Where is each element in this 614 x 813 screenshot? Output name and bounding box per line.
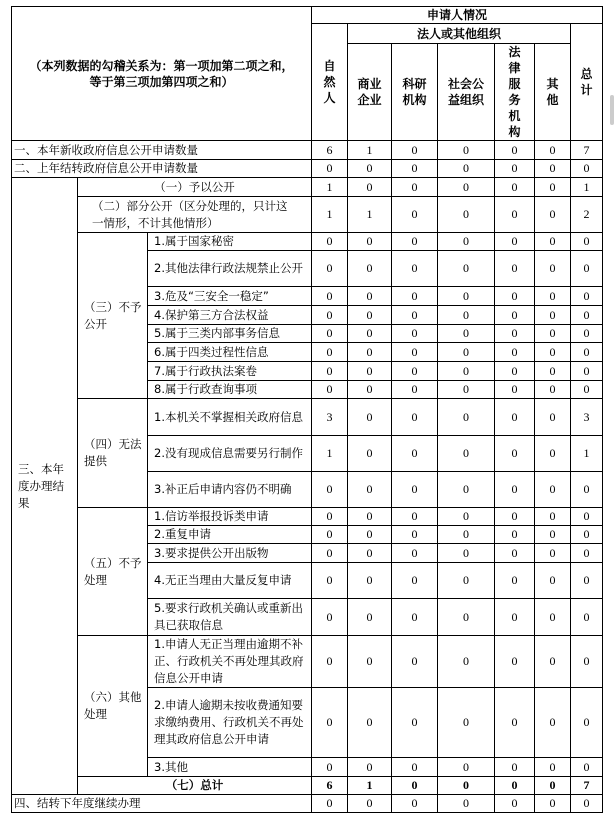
value-cell: 0 — [392, 233, 438, 251]
applicant-header: 申请人情况 — [312, 7, 603, 24]
value-cell: 1 — [571, 178, 603, 197]
value-cell: 0 — [348, 160, 392, 178]
value-cell: 0 — [348, 325, 392, 343]
value-cell: 0 — [438, 472, 495, 508]
item-label: 2.其他法律行政法规禁止公开 — [148, 251, 312, 287]
value-cell: 0 — [392, 526, 438, 544]
item-label: 5.要求行政机关确认或重新出具已获取信息 — [148, 599, 312, 636]
value-cell: 0 — [535, 544, 571, 563]
value-cell: 0 — [495, 688, 535, 758]
value-cell: 0 — [348, 563, 392, 599]
value-cell: 0 — [571, 563, 603, 599]
relationship-note: （本列数据的勾稽关系为：第一项加第二项之和，等于第三项加第四项之和） — [12, 7, 312, 141]
value-cell: 0 — [535, 795, 571, 813]
value-cell: 0 — [535, 160, 571, 178]
value-cell: 0 — [348, 472, 392, 508]
value-cell: 0 — [312, 636, 348, 688]
value-cell: 0 — [348, 636, 392, 688]
value-cell: 0 — [312, 381, 348, 399]
value-cell: 0 — [571, 795, 603, 813]
value-cell: 0 — [495, 251, 535, 287]
legal-org-header: 法人或其他组织 — [348, 24, 571, 44]
value-cell: 0 — [535, 343, 571, 362]
item-label: 1.申请人无正当理由逾期不补正、行政机关不再处理其政府信息公开申请 — [148, 636, 312, 688]
table-row — [12, 399, 603, 436]
value-cell: 0 — [392, 160, 438, 178]
section-label: 三、本年度办理结果 — [12, 178, 78, 795]
value-cell: 0 — [392, 599, 438, 636]
value-cell: 0 — [535, 381, 571, 399]
value-cell: 0 — [348, 526, 392, 544]
value-cell: 0 — [312, 688, 348, 758]
value-cell: 0 — [438, 251, 495, 287]
org-col-header: 法律服务机构 — [495, 44, 535, 141]
value-cell: 0 — [495, 399, 535, 436]
value-cell: 0 — [535, 563, 571, 599]
value-cell: 0 — [495, 544, 535, 563]
value-cell: 0 — [495, 362, 535, 381]
value-cell: 0 — [348, 362, 392, 381]
value-cell: 0 — [438, 777, 495, 795]
item-label: 5.属于三类内部事务信息 — [148, 325, 312, 343]
table-row — [12, 160, 603, 178]
value-cell: 0 — [348, 287, 392, 306]
value-cell: 0 — [392, 777, 438, 795]
table-row — [12, 508, 603, 526]
value-cell: 0 — [535, 306, 571, 325]
value-cell: 0 — [495, 563, 535, 599]
table-row — [12, 795, 603, 813]
org-col-header: 社会公益组织 — [438, 44, 495, 141]
row-label: 二、上年结转政府信息公开申请数量 — [12, 160, 312, 178]
item-label: 1.属于国家秘密 — [148, 233, 312, 251]
value-cell: 0 — [535, 233, 571, 251]
group-label: （六）其他处理 — [78, 636, 148, 777]
value-cell: 0 — [438, 526, 495, 544]
value-cell: 0 — [571, 343, 603, 362]
value-cell: 0 — [495, 599, 535, 636]
value-cell: 3 — [312, 399, 348, 436]
value-cell: 0 — [495, 381, 535, 399]
value-cell: 0 — [392, 178, 438, 197]
value-cell: 0 — [438, 599, 495, 636]
disclosure-statistics-table — [11, 6, 603, 813]
group-label: （二）部分公开（区分处理的，只计这一情形，不计其他情形） — [78, 197, 312, 233]
item-label: 1.本机关不掌握相关政府信息 — [148, 399, 312, 436]
value-cell: 0 — [571, 233, 603, 251]
value-cell: 0 — [348, 399, 392, 436]
value-cell: 0 — [348, 306, 392, 325]
value-cell: 0 — [535, 287, 571, 306]
value-cell: 0 — [392, 508, 438, 526]
value-cell: 0 — [348, 599, 392, 636]
value-cell: 0 — [495, 436, 535, 472]
value-cell: 0 — [535, 599, 571, 636]
value-cell: 0 — [571, 526, 603, 544]
group-label: （四）无法提供 — [78, 399, 148, 508]
value-cell: 0 — [392, 362, 438, 381]
value-cell: 1 — [312, 178, 348, 197]
value-cell: 0 — [495, 160, 535, 178]
value-cell: 0 — [312, 287, 348, 306]
value-cell: 0 — [495, 343, 535, 362]
value-cell: 6 — [312, 141, 348, 160]
value-cell: 0 — [438, 197, 495, 233]
value-cell: 0 — [312, 758, 348, 777]
table-row — [12, 141, 603, 160]
item-label: 4.无正当理由大量反复申请 — [148, 563, 312, 599]
value-cell: 0 — [392, 563, 438, 599]
value-cell: 0 — [535, 472, 571, 508]
value-cell: 0 — [438, 508, 495, 526]
value-cell: 0 — [392, 795, 438, 813]
value-cell: 0 — [438, 758, 495, 777]
value-cell: 0 — [438, 160, 495, 178]
table-row — [12, 636, 603, 688]
value-cell: 0 — [495, 636, 535, 688]
item-label: 3.其他 — [148, 758, 312, 777]
value-cell: 0 — [495, 472, 535, 508]
value-cell: 0 — [392, 287, 438, 306]
value-cell: 0 — [348, 758, 392, 777]
value-cell: 0 — [392, 251, 438, 287]
table-row — [12, 197, 603, 233]
value-cell: 0 — [348, 233, 392, 251]
value-cell: 0 — [535, 636, 571, 688]
value-cell: 0 — [571, 381, 603, 399]
org-col-header: 商业企业 — [348, 44, 392, 141]
value-cell: 0 — [571, 508, 603, 526]
item-label: 1.信访举报投诉类申请 — [148, 508, 312, 526]
item-label: 3.补正后申请内容仍不明确 — [148, 472, 312, 508]
value-cell: 0 — [495, 306, 535, 325]
value-cell: 1 — [348, 777, 392, 795]
value-cell: 0 — [495, 777, 535, 795]
value-cell: 1 — [312, 197, 348, 233]
group-label: （七）总计 — [78, 777, 312, 795]
value-cell: 0 — [438, 795, 495, 813]
value-cell: 0 — [392, 472, 438, 508]
value-cell: 0 — [312, 160, 348, 178]
row-label: 四、结转下年度继续办理 — [12, 795, 312, 813]
value-cell: 0 — [312, 795, 348, 813]
value-cell: 0 — [312, 306, 348, 325]
value-cell: 0 — [312, 544, 348, 563]
value-cell: 0 — [438, 325, 495, 343]
value-cell: 0 — [571, 287, 603, 306]
value-cell: 0 — [535, 362, 571, 381]
value-cell: 0 — [312, 343, 348, 362]
table-row — [12, 233, 603, 251]
group-label: （三）不予公开 — [78, 233, 148, 399]
value-cell: 0 — [348, 251, 392, 287]
value-cell: 0 — [312, 362, 348, 381]
value-cell: 0 — [571, 325, 603, 343]
value-cell: 2 — [571, 197, 603, 233]
value-cell: 0 — [392, 688, 438, 758]
value-cell: 0 — [495, 178, 535, 197]
value-cell: 0 — [438, 178, 495, 197]
value-cell: 0 — [438, 287, 495, 306]
total-header: 总计 — [571, 24, 603, 141]
org-col-header: 科研机构 — [392, 44, 438, 141]
value-cell: 0 — [392, 758, 438, 777]
item-label: 4.保护第三方合法权益 — [148, 306, 312, 325]
value-cell: 0 — [495, 197, 535, 233]
value-cell: 0 — [571, 251, 603, 287]
value-cell: 0 — [348, 795, 392, 813]
value-cell: 0 — [312, 526, 348, 544]
value-cell: 0 — [571, 599, 603, 636]
value-cell: 0 — [392, 544, 438, 563]
value-cell: 0 — [438, 399, 495, 436]
value-cell: 1 — [348, 197, 392, 233]
value-cell: 0 — [348, 381, 392, 399]
value-cell: 0 — [535, 141, 571, 160]
value-cell: 0 — [571, 758, 603, 777]
value-cell: 0 — [392, 306, 438, 325]
value-cell: 0 — [392, 325, 438, 343]
value-cell: 0 — [438, 362, 495, 381]
value-cell: 0 — [312, 325, 348, 343]
value-cell: 0 — [495, 758, 535, 777]
value-cell: 0 — [535, 508, 571, 526]
item-label: 8.属于行政查询事项 — [148, 381, 312, 399]
value-cell: 0 — [535, 399, 571, 436]
value-cell: 0 — [392, 343, 438, 362]
value-cell: 0 — [392, 197, 438, 233]
value-cell: 0 — [535, 325, 571, 343]
value-cell: 0 — [392, 636, 438, 688]
value-cell: 0 — [495, 325, 535, 343]
value-cell: 0 — [348, 178, 392, 197]
value-cell: 0 — [495, 795, 535, 813]
group-label: （五）不予处理 — [78, 508, 148, 636]
value-cell: 3 — [571, 399, 603, 436]
value-cell: 0 — [312, 508, 348, 526]
value-cell: 0 — [438, 306, 495, 325]
value-cell: 0 — [312, 599, 348, 636]
value-cell: 0 — [495, 233, 535, 251]
item-label: 2.申请人逾期未按收费通知要求缴纳费用、行政机关不再处理其政府信息公开申请 — [148, 688, 312, 758]
value-cell: 0 — [312, 251, 348, 287]
value-cell: 0 — [438, 233, 495, 251]
value-cell: 0 — [392, 399, 438, 436]
value-cell: 0 — [535, 251, 571, 287]
value-cell: 7 — [571, 141, 603, 160]
value-cell: 0 — [495, 141, 535, 160]
value-cell: 0 — [571, 160, 603, 178]
value-cell: 0 — [392, 381, 438, 399]
value-cell: 0 — [438, 636, 495, 688]
group-label: （一）予以公开 — [78, 178, 312, 197]
value-cell: 0 — [392, 141, 438, 160]
value-cell: 0 — [571, 472, 603, 508]
item-label: 2.没有现成信息需要另行制作 — [148, 436, 312, 472]
value-cell: 0 — [438, 688, 495, 758]
value-cell: 0 — [571, 688, 603, 758]
value-cell: 0 — [571, 636, 603, 688]
value-cell: 0 — [348, 544, 392, 563]
value-cell: 0 — [535, 777, 571, 795]
value-cell: 0 — [535, 688, 571, 758]
value-cell: 0 — [348, 343, 392, 362]
scrollbar[interactable] — [610, 95, 614, 125]
value-cell: 0 — [535, 526, 571, 544]
value-cell: 0 — [392, 436, 438, 472]
item-label: 6.属于四类过程性信息 — [148, 343, 312, 362]
value-cell: 1 — [571, 436, 603, 472]
value-cell: 7 — [571, 777, 603, 795]
value-cell: 0 — [495, 508, 535, 526]
item-label: 3.要求提供公开出版物 — [148, 544, 312, 563]
item-label: 2.重复申请 — [148, 526, 312, 544]
org-col-header: 其他 — [535, 44, 571, 141]
value-cell: 0 — [495, 526, 535, 544]
value-cell: 0 — [571, 306, 603, 325]
value-cell: 0 — [312, 472, 348, 508]
value-cell: 6 — [312, 777, 348, 795]
value-cell: 0 — [438, 436, 495, 472]
value-cell: 0 — [438, 381, 495, 399]
value-cell: 0 — [312, 563, 348, 599]
value-cell: 0 — [571, 362, 603, 381]
value-cell: 0 — [535, 178, 571, 197]
value-cell: 0 — [571, 544, 603, 563]
value-cell: 0 — [535, 197, 571, 233]
item-label: 3.危及“三安全一稳定” — [148, 287, 312, 306]
value-cell: 0 — [495, 287, 535, 306]
value-cell: 0 — [312, 233, 348, 251]
value-cell: 0 — [438, 563, 495, 599]
table-row — [12, 777, 603, 795]
value-cell: 0 — [438, 343, 495, 362]
value-cell: 0 — [348, 436, 392, 472]
value-cell: 0 — [348, 688, 392, 758]
row-label: 一、本年新收政府信息公开申请数量 — [12, 141, 312, 160]
value-cell: 0 — [535, 758, 571, 777]
item-label: 7.属于行政执法案卷 — [148, 362, 312, 381]
value-cell: 0 — [438, 544, 495, 563]
table-row — [12, 178, 603, 197]
value-cell: 1 — [348, 141, 392, 160]
value-cell: 0 — [438, 141, 495, 160]
value-cell: 0 — [535, 436, 571, 472]
natural-person-header: 自然人 — [312, 24, 348, 141]
value-cell: 1 — [312, 436, 348, 472]
value-cell: 0 — [348, 508, 392, 526]
